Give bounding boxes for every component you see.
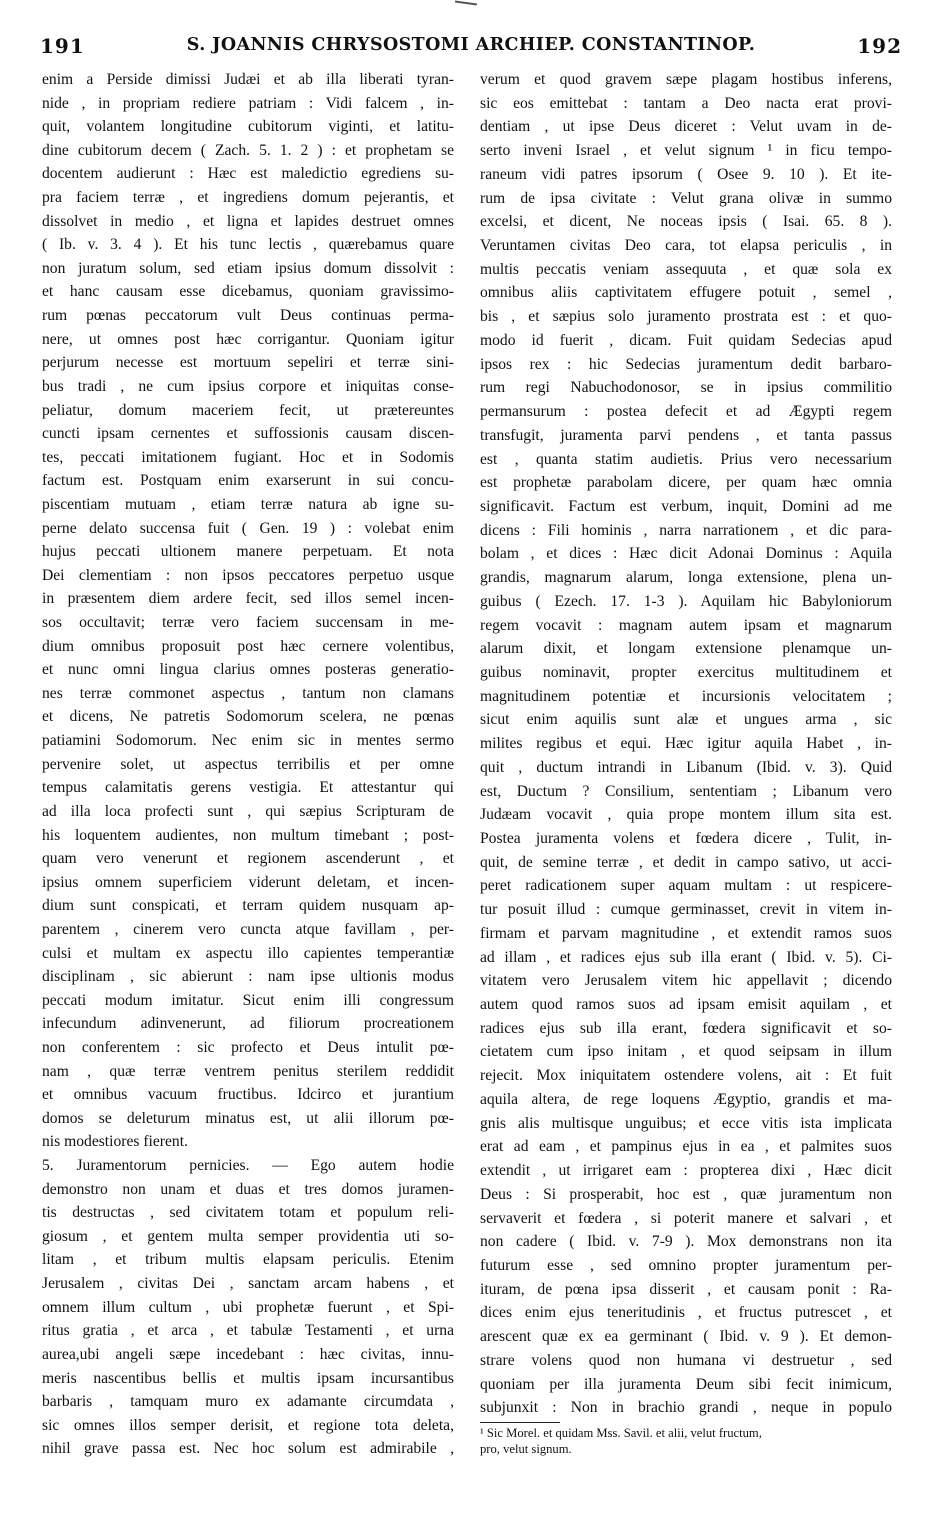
left-column-line: quit, volantem longitudine cubitorum viginti, et latitu- — [42, 118, 454, 136]
right-column-line: significavit. Factum est verbum, inquit, Domini ad me — [480, 497, 892, 515]
left-column-line: parentem , cinerem vero cuncta atque favillam , per- — [42, 920, 454, 938]
left-column-line: sos occultavit; terræ vero faciem succensam in me- — [42, 614, 454, 632]
right-column-line: dentiam , ut ipse Deus diceret : Velut uvam in de- — [480, 118, 892, 136]
left-column-line: dium omnibus proposuit post hæc cernere volentibus, — [42, 637, 454, 655]
left-column-line: et hanc causam esse dicebamus, quoniam gravissimo- — [42, 283, 454, 301]
left-column-line: dine cubitorum decem ( Zach. 5. 1. 2 ) : et prophetam se — [42, 141, 454, 159]
right-column-line: peret radicationem super aquam multam : ut respicere- — [480, 877, 892, 895]
scan-mark — [455, 0, 477, 5]
footnote-line: pro, velut signum. — [480, 1441, 572, 1456]
right-column-line: non cadere ( Ibid. v. 7-9 ). Mox demonstrans non ita — [480, 1233, 892, 1251]
right-column-line: extendit , ut irrigaret eam : propterea dixi , Hæc dicit — [480, 1162, 892, 1180]
left-column-line: perne delato succensa fuit ( Gen. 19 ) : volebat enim — [42, 519, 454, 537]
left-column-line: quam vero venerunt et regionem ascenderunt , et — [42, 850, 454, 868]
right-column-line: strare volens quod non humana vi destruetur , sed — [480, 1351, 892, 1369]
left-column-line: domos se deleturum minatus est, ut alii illorum pœ- — [42, 1109, 454, 1127]
right-column-line: servaverit et fœdera , si poterit manere et salvari , et — [480, 1209, 892, 1227]
right-column-line: est prophetæ parabolam dicere, per quam hæc omnia — [480, 474, 892, 492]
right-column-line: aquila altera, de rege loquens Ægyptio, grandis et ma- — [480, 1090, 892, 1108]
left-column-line: non juratum solum, sed etiam ipsius domum dissolvit : — [42, 259, 454, 277]
left-column-line: ad illa loca profecti sunt , qui sæpius Scripturam de — [42, 802, 454, 820]
running-title: S. JOANNIS CHRYSOSTOMI ARCHIEP. CONSTANTINOP. — [186, 35, 756, 55]
left-column-line: nes terræ commonet aspectus , tantum non clamans — [42, 684, 454, 702]
left-column-line: aurea,ubi angeli sæpe incedebant : hæc civitas, innu- — [42, 1345, 454, 1363]
left-column-line: infecundum adinvenerunt, ad filiorum procreationem — [42, 1015, 454, 1033]
right-column-line: est, Ductum ? Consilium, sententiam ; Libanum vero — [480, 782, 892, 800]
left-column-line: et nunc omni lingua clarius omnes posteras generatio- — [42, 661, 454, 679]
right-column-line: guibus nominavit, propter exercitus multitudinem et — [480, 663, 892, 681]
page-number-right: 192 — [857, 34, 902, 58]
left-column-line: factum est. Postquam enim exarserunt in sui concu- — [42, 472, 454, 490]
right-column-line: radices ejus sub illa erant, fœdera significavit et so- — [480, 1019, 892, 1037]
right-column-line: bolam , et dices : Hæc dicit Adonai Dominus : Aquila — [480, 545, 892, 563]
right-column-line: transfugit, juramenta parvi pendens , et tanta passus — [480, 426, 892, 444]
left-column-line: bus tradi , ne cum ipsius corpore et iniquitas conse- — [42, 377, 454, 395]
right-column-line: modo id fuerit , dicam. Fuit quidam Sedecias apud — [480, 331, 892, 349]
right-column-line: quit , ductum intrandi in Libanum (Ibid. v. 3). Quid — [480, 758, 892, 776]
left-text-column — [42, 68, 454, 1461]
left-column-line: nihil grave passa est. Nec hoc solum est admirabile , — [42, 1440, 454, 1458]
left-column-line: nis modestiores fierent. — [42, 1133, 188, 1151]
left-column-line: enim a Perside dimissi Judæi et ab illa liberati tyran- — [42, 71, 454, 88]
right-column-line: Judæam vocavit , quia prope montem illum sita est. — [480, 806, 892, 824]
right-column-line: ipsos rex : hic Sedecias juramentum dedit barbaro- — [480, 355, 892, 373]
right-column-line: excelsi, et dicent, Ne noceas ipsis ( Isai. 65. 8 ). — [480, 213, 892, 231]
right-column-line: bis , et sæpius solo juramento prostrata est : et quo- — [480, 308, 892, 326]
left-column-line: barbaris , tamquam muro ex adamante circumdata , — [42, 1393, 454, 1411]
right-column-line: firmam et parvam magnitudine , et extendit ramos suos — [480, 924, 892, 942]
left-column-line: docentem audierunt : Hæc est maledictio egrediens su- — [42, 165, 454, 183]
right-column-line: sicut enim aquilis sunt alæ et ungues arma , sic — [480, 711, 892, 729]
right-column-line: quoniam per illa juramenta Deum sibi fecit inimicum, — [480, 1375, 892, 1393]
left-column-line: cuncti ipsam cernentes et suffossionis causam discen- — [42, 425, 454, 443]
right-column-line: Deus : Si prosperabit, hoc est , quæ juramentum non — [480, 1185, 892, 1203]
footnotes — [480, 1425, 892, 1457]
right-column-line: tur posuit illud : cumque germinasset, crevit in vitem in- — [480, 901, 892, 919]
left-column-line: dissolvet in medio , et ligna et lapides destruet omnes — [42, 212, 454, 230]
left-column-line: nide , in propriam rediere patriam : Vidi falcem , in- — [42, 94, 454, 112]
left-column-line: giosum , et gentem multa semper providentia uti so- — [42, 1227, 454, 1245]
left-column-line: hujus peccati ultionem manere perpetuam. Et nota — [42, 543, 454, 561]
left-column-line: meris nascentibus bellis et multis ipsam incursantibus — [42, 1369, 454, 1387]
left-column-line: in præsentem diem ardere fecit, sed illos semel incen- — [42, 590, 454, 608]
left-column-line: disciplinam , sic abierunt : nam ipse ultionis modus — [42, 968, 454, 986]
left-column-line: omnem illum cultum , ubi prophetæ fuerunt , et Spi- — [42, 1298, 454, 1316]
left-column-line: non conferentem : sic profecto et Deus intulit pœ- — [42, 1038, 454, 1056]
right-column-line: quit, de semine terræ , et dedit in campo sativo, ut acci- — [480, 853, 892, 871]
right-column-line: serto inveni Israel , et velut signum ¹ in ficu tempo- — [480, 142, 892, 160]
right-column-line: arescent quæ ex ea germinant ( Ibid. v. 9 ). Et demon- — [480, 1328, 892, 1346]
right-column-line: erat ad eam , et pampinus ejus in ea , et palmites suos — [480, 1138, 892, 1156]
right-column-line: omnibus aliis captivitatem effugere potuit , semel , — [480, 284, 892, 302]
right-column-line: futurum esse , sed omnino propter juramentum per- — [480, 1256, 892, 1274]
left-column-line: pervenire solet, ut aspectus terribilis et per omne — [42, 755, 454, 773]
left-column-line: et omnibus vacuum fructibus. Idcirco et jurantium — [42, 1086, 454, 1104]
right-column-line: subjunxit : Non in brachio grandi , neque in populo — [480, 1399, 892, 1417]
right-column-line: multis peccatis veniam assequuta , et quæ sola ex — [480, 260, 892, 278]
right-column-lines — [480, 68, 892, 1420]
right-column-line: ad illam , et radices ejus sub illa erant ( Ibid. v. 5). Ci- — [480, 948, 892, 966]
left-column-line: rum pœnas peccatorum vult Deus continuas perma- — [42, 307, 454, 325]
right-column-line: magnitudinem potentiæ et incursionis velocitatem ; — [480, 687, 892, 705]
right-column-line: Veruntamen civitas Deo cara, tot elapsa periculis , in — [480, 237, 892, 255]
right-column-line: alarum dixit, et longam extensione plenamque un- — [480, 640, 892, 658]
left-column-line: Jerusalem , civitas Dei , sanctam arcam habens , et — [42, 1275, 454, 1293]
left-column-line: piscentiam mutuam , etiam terræ natura ab igne su- — [42, 495, 454, 513]
left-column-line: nam , quæ terræ ventrem penitus sterilem reddidit — [42, 1062, 454, 1080]
footnote-rule — [480, 1422, 560, 1423]
left-column-line: nere, ut omnes post hæc corrigantur. Quoniam igitur — [42, 330, 454, 348]
right-column-line: est , quanta statim audietis. Prius vero necessarium — [480, 450, 892, 468]
left-column-line: pra faciem terræ , et ingrediens domum pejerantis, et — [42, 189, 454, 207]
left-column-line: 5. Juramentorum pernicies. — Ego autem hodie — [42, 1157, 454, 1175]
right-column-line: rum de ipsa civitate : Velut grana olivæ in summo — [480, 189, 892, 207]
footnote-line: ¹ Sic Morel. et quidam Mss. Savil. et alii, velut fructum, — [480, 1425, 762, 1440]
left-column-line: peccati modum imitatur. Sicut enim illi congressum — [42, 991, 454, 1009]
left-column-line: Dei clementiam : non ipsos peccatores perpetuo usque — [42, 566, 454, 584]
left-column-line: litam , et tribum multis elapsam periculis. Etenim — [42, 1251, 454, 1269]
left-column-line: dium sunt conspicati, et terram quidem nusquam ap- — [42, 897, 454, 915]
left-column-line: tis destructas , sed civitatem totam et populum reli- — [42, 1204, 454, 1222]
right-column-line: rejecit. Mox iniquitatem ostendere volens, ait : Et fuit — [480, 1067, 892, 1085]
right-column-line: dicens : Fili hominis , narra narrationem , et dic para- — [480, 521, 892, 539]
right-column-line: Postea juramenta volens et fœdera dicere , Tulit, in- — [480, 830, 892, 847]
right-column-line: guibus ( Ezech. 17. 1-3 ). Aquilam hic Babyloniorum — [480, 592, 892, 610]
right-column-line: cietatem cum ipso initam , et quod seipsam in illum — [480, 1043, 892, 1061]
left-column-line: perjurum necesse est mortuum sepeliri et terræ sini- — [42, 354, 454, 372]
right-column-line: regem vocavit : magnam autem ipsam et magnarum — [480, 616, 892, 634]
right-column-line: gnis alis multisque unguibus; et ecce vitis ista implicata — [480, 1114, 892, 1132]
page-number-left: 191 — [40, 34, 85, 58]
right-column-line: dices enim ejus teneritudinis , et fructus putrescet , et — [480, 1304, 892, 1322]
left-column-line: his loquentem audientes, non multum timebant ; post- — [42, 826, 454, 844]
page-header — [40, 34, 902, 60]
right-column-line: autem quod ramos suos ad ipsam emisit aquilam , et — [480, 996, 892, 1014]
left-column-line: peliatur, domum maceriem fecit, ut prætereuntes — [42, 401, 454, 419]
left-column-line: ( Ib. v. 3. 4 ). Et his tunc lectis , quærebamus quare — [42, 236, 454, 254]
right-text-column — [480, 68, 892, 1457]
right-column-line: verum et quod gravem sæpe plagam hostibus inferens, — [480, 71, 892, 88]
left-column-line: patiamini Sodomorum. Nec enim sic in mentes sermo — [42, 732, 454, 750]
left-column-line: ipsius omnem superficiem viderunt deletam, et incen- — [42, 873, 454, 891]
left-column-line: culsi et multam ex aspectu illo capientes temperantiæ — [42, 944, 454, 962]
left-column-line: tes, peccati imitationem fugiant. Hoc et in Sodomis — [42, 448, 454, 466]
right-column-line: permansurum : postea defecit et ad Ægypti regem — [480, 403, 892, 421]
right-column-line: rum regi Nabuchodonosor, se in ipsius commilitio — [480, 379, 892, 397]
left-column-line: tempus calamitatis gerens vestigia. Et attestantur qui — [42, 779, 454, 797]
right-column-line: raneum vidi patres ipsorum ( Osee 9. 10 ). Et ite- — [480, 165, 892, 183]
right-column-line: milites regibus et equi. Hæc igitur aquila Habet , in- — [480, 735, 892, 753]
right-column-line: vitatem vero Jerusalem vitem hic appellavit ; dicendo — [480, 972, 892, 990]
right-column-line: grandis, magnarum alarum, longa extensione, plena un- — [480, 569, 892, 587]
left-column-line: demonstro non unam et duas et tres domos juramen- — [42, 1180, 454, 1198]
left-column-line: et dicens, Ne patretis Sodomorum scelera, ne pœnas — [42, 708, 454, 726]
left-column-line: sic omnes illos semper derisit, et regione tota deleta, — [42, 1416, 454, 1434]
left-column-line: ritus gratia , et arca , et tabulæ Testamenti , et urna — [42, 1322, 454, 1340]
right-column-line: sic eos emittebat : tantam a Deo nacta erat provi- — [480, 94, 892, 112]
right-column-line: ituram, de pœna ipsa disserit , et causam ponit : Ra- — [480, 1280, 892, 1298]
